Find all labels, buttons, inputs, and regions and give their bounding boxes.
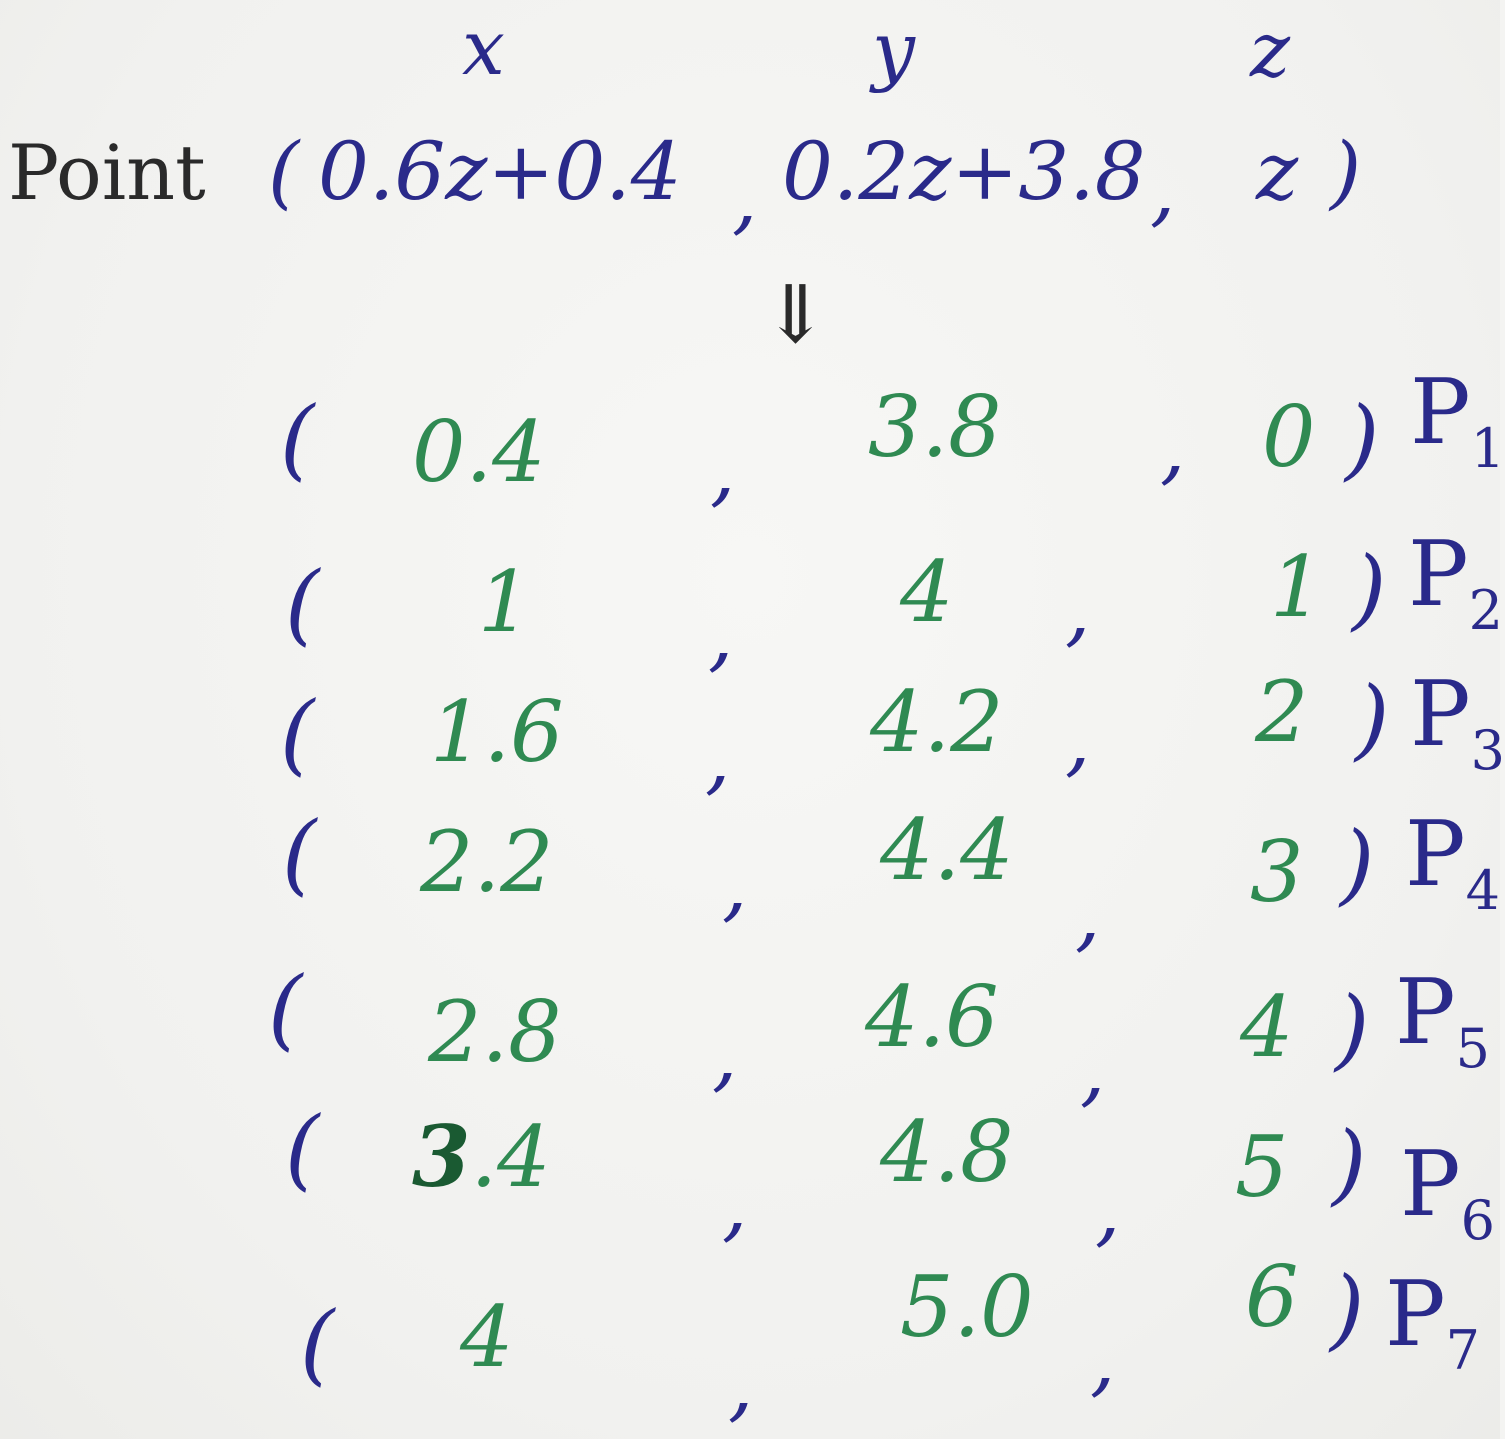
row-z-value: 3 xyxy=(1250,823,1304,921)
row-comma-1: , xyxy=(710,423,736,516)
row-close-paren: ) xyxy=(1330,1257,1365,1360)
row-comma-2: , xyxy=(1080,1023,1106,1116)
row-y-value: 4.8 xyxy=(880,1103,1014,1201)
equation-z-expression: z xyxy=(1256,125,1299,218)
row-point-label: $P_3$ xyxy=(1410,662,1505,782)
row-comma-2: , xyxy=(1160,401,1186,494)
row-open-paren: ( xyxy=(300,1292,335,1395)
row-open-paren: ( xyxy=(280,387,315,490)
row-z-value: 2 xyxy=(1255,663,1309,761)
down-double-arrow-icon: ⇓ xyxy=(762,268,830,361)
row-x-value: 2.2 xyxy=(420,813,554,911)
row-point-label: $P_7$ xyxy=(1385,1262,1480,1382)
row-comma-2: , xyxy=(1065,563,1091,656)
row-open-paren: ( xyxy=(285,1097,320,1200)
row-close-paren: ) xyxy=(1332,1112,1367,1215)
row-comma-2: , xyxy=(1090,1313,1116,1406)
row-close-paren: ) xyxy=(1355,667,1390,770)
row-close-paren: ) xyxy=(1335,977,1370,1080)
row-point-label: $P_4$ xyxy=(1405,802,1500,922)
row-comma-1: , xyxy=(708,588,734,681)
row-z-value: 1 xyxy=(1270,538,1324,636)
row-y-value: 5.0 xyxy=(900,1258,1034,1356)
row-point-label: $P_2$ xyxy=(1408,522,1503,642)
row-y-value: 4.6 xyxy=(865,968,999,1066)
row-open-paren: ( xyxy=(285,552,320,655)
equation-comma-2: , xyxy=(1150,143,1176,236)
equation-x-expression: 0.6z+0.4 xyxy=(318,125,682,218)
equation-comma-1: , xyxy=(732,151,758,244)
row-x-value: 1 xyxy=(478,553,532,651)
header-z: z xyxy=(1250,5,1291,94)
equation-close-paren: ) xyxy=(1330,125,1362,218)
row-y-value: 4.4 xyxy=(880,801,1014,899)
row-open-paren: ( xyxy=(282,802,317,905)
row-close-paren: ) xyxy=(1340,812,1375,915)
row-close-paren: ) xyxy=(1352,537,1387,640)
row-comma-1: , xyxy=(722,1158,748,1251)
header-y: y xyxy=(872,5,915,94)
row-comma-2: , xyxy=(1075,868,1101,961)
row-x-value: 2.8 xyxy=(428,983,562,1081)
row-y-value: 4 xyxy=(900,543,954,641)
row-point-label: $P_5$ xyxy=(1395,960,1490,1080)
row-open-paren: ( xyxy=(280,682,315,785)
row-x-value: 0.4 xyxy=(412,403,546,501)
row-close-paren: ) xyxy=(1345,387,1380,490)
row-y-value: 3.8 xyxy=(868,378,1002,476)
row-comma-1: , xyxy=(728,1338,754,1431)
row-x-value: 1.6 xyxy=(430,683,564,781)
row-point-label: $P_1$ xyxy=(1410,360,1505,480)
row-comma-1: , xyxy=(705,711,731,804)
row-comma-2: , xyxy=(1065,693,1091,786)
row-z-value: 0 xyxy=(1262,388,1316,486)
equation-y-expression: 0.2z+3.8 xyxy=(782,125,1146,218)
equation-open-paren: ( xyxy=(268,125,300,218)
row-y-value: 4.2 xyxy=(870,673,1004,771)
row-z-value: 6 xyxy=(1245,1248,1299,1346)
row-comma-1: , xyxy=(712,1008,738,1101)
row-comma-1: , xyxy=(722,838,748,931)
row-point-label: $P_6$ xyxy=(1400,1132,1495,1252)
point-label: Point xyxy=(8,128,206,217)
row-x-value: 4 xyxy=(460,1288,514,1386)
row-x-rest: .4 xyxy=(470,1108,551,1206)
row-z-value: 5 xyxy=(1235,1118,1289,1216)
row-open-paren: ( xyxy=(268,957,303,1060)
header-x: x xyxy=(462,3,505,92)
row-comma-2: , xyxy=(1095,1163,1121,1256)
row-z-value: 4 xyxy=(1240,978,1294,1076)
row-x-value xyxy=(412,1107,551,1206)
row-x-bold-digit: 3 xyxy=(412,1107,471,1206)
